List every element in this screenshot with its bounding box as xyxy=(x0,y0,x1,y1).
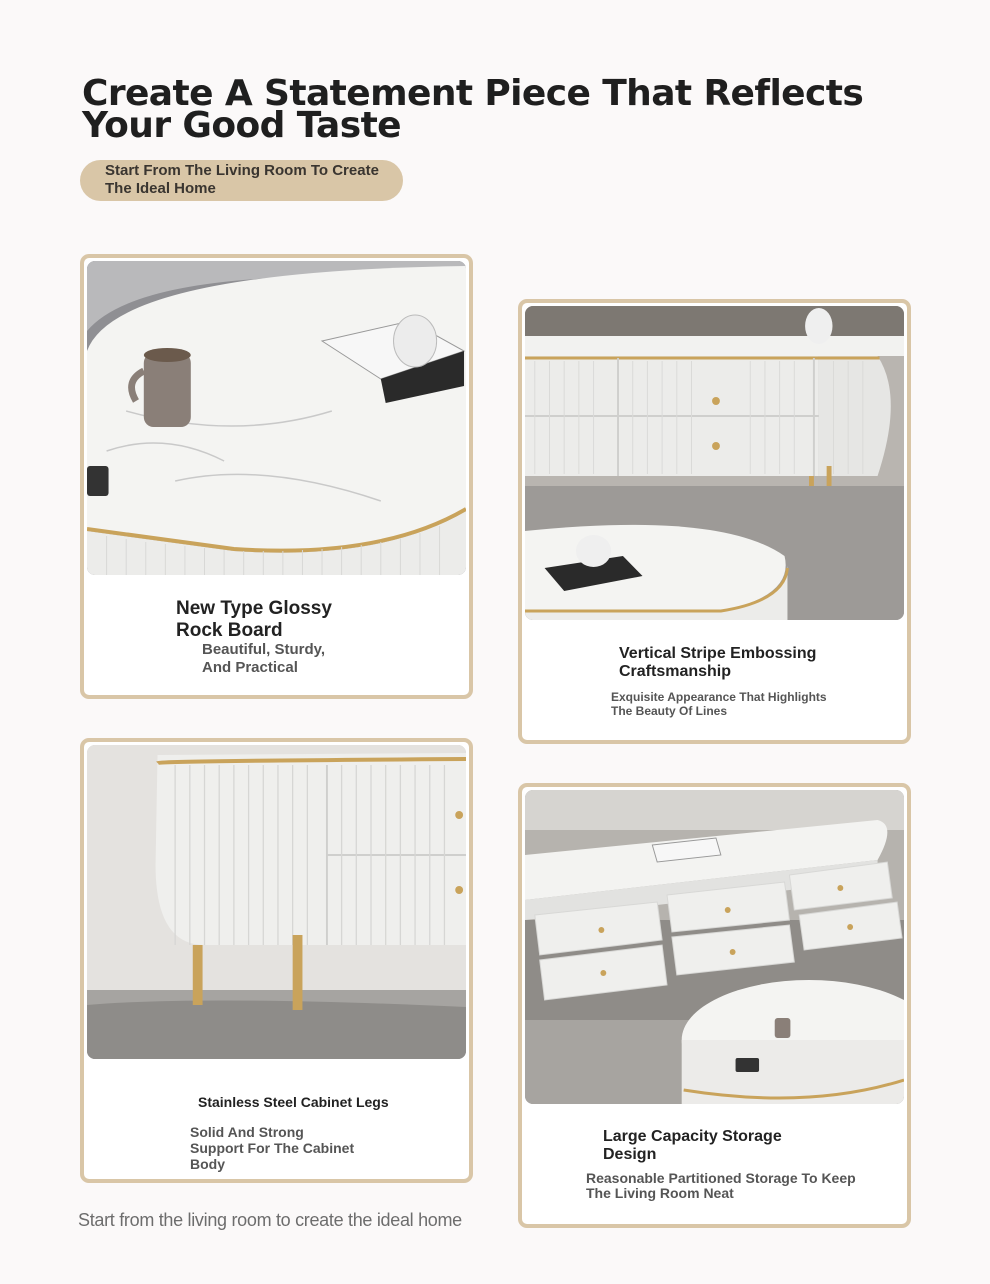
photo-open-drawers xyxy=(525,790,904,1104)
feature-card-storage xyxy=(518,783,911,1228)
card-title: New Type Glossy Rock Board xyxy=(176,598,332,641)
photo-marble-coffee-table xyxy=(87,261,466,575)
photo-tv-cabinet-fluted xyxy=(525,306,904,620)
card-title: Large Capacity Storage Design xyxy=(603,1128,782,1163)
card-title: Vertical Stripe Embossing Craftsmanship xyxy=(619,645,817,680)
card-title: Stainless Steel Cabinet Legs xyxy=(198,1094,389,1110)
card-subtitle: Beautiful, Sturdy, And Practical xyxy=(202,641,326,676)
card-subtitle: Exquisite Appearance That Highlights The Beauty Of Lines xyxy=(611,690,827,718)
feature-card-rock-board xyxy=(80,254,473,699)
card-subtitle: Reasonable Partitioned Storage To Keep The Living Room Neat xyxy=(586,1170,856,1201)
subtitle-text: Start From The Living Room To Create The Ideal Home xyxy=(105,162,379,197)
page-title: Create A Statement Piece That Reflects Your Good Taste xyxy=(82,73,864,146)
card-subtitle: Solid And Strong Support For The Cabinet Body xyxy=(190,1124,355,1172)
footer-caption: Start from the living room to create the ideal home xyxy=(78,1210,462,1230)
subtitle-pill xyxy=(80,160,403,201)
feature-card-vertical-stripe xyxy=(518,299,911,744)
feature-card-steel-legs xyxy=(80,738,473,1183)
photo-cabinet-legs xyxy=(87,745,466,1059)
